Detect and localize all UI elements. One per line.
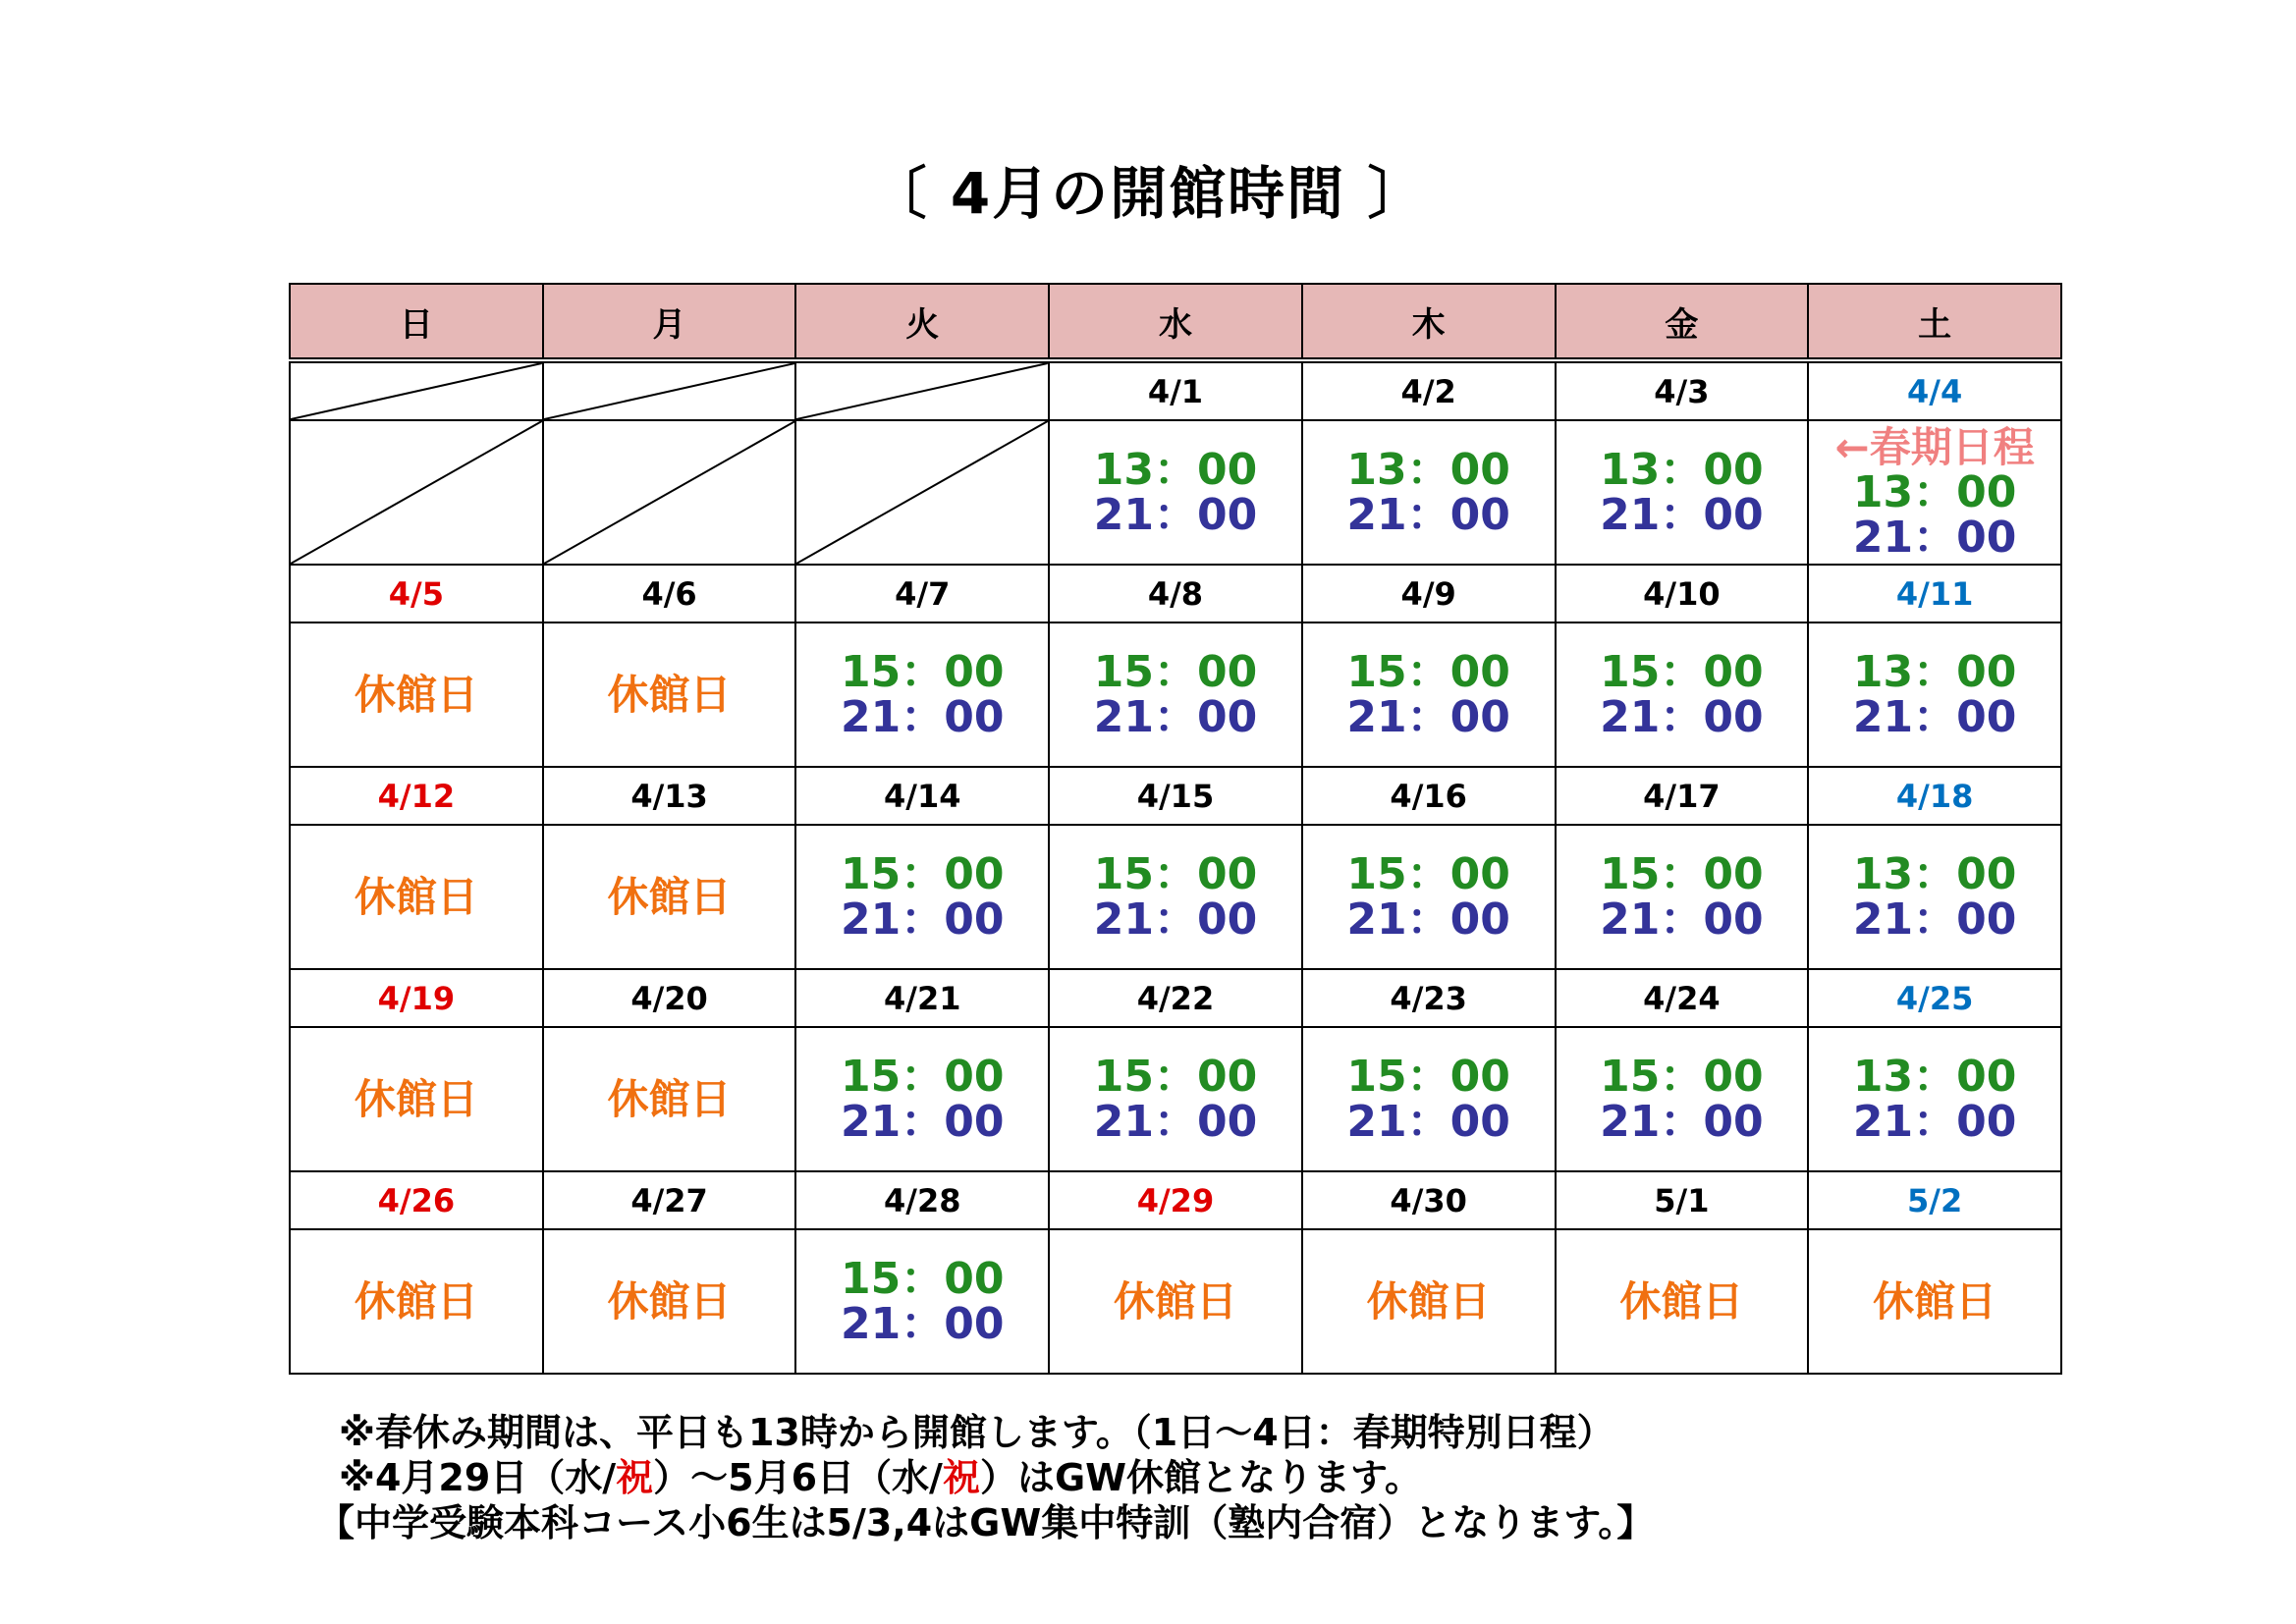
close-time: 21：00 [1346,893,1510,945]
weekday-header: 木 [1302,284,1556,360]
close-time: 21：00 [1852,1096,2017,1147]
hours-cell [1049,420,1302,565]
date-cell: 4/12 [290,767,543,825]
hours-cell [1808,825,2061,969]
hours-cell [543,1027,796,1171]
date-cell: 4/2 [1302,360,1556,420]
hours-cell [1808,1027,2061,1171]
hours-cell [795,1027,1049,1171]
hours-cell [1556,623,1809,767]
date-cell: 4/6 [543,565,796,623]
close-time: 21：00 [841,691,1005,742]
open-time: 13：00 [1600,444,1764,495]
closed-label: 休館日 [607,670,732,719]
date-row [290,360,2061,420]
date-cell: 4/22 [1049,969,1302,1027]
open-time: 13：00 [1852,466,2017,517]
date-cell: 4/19 [290,969,543,1027]
hours-cell [1808,420,2061,565]
date-cell [290,360,543,420]
weekday-header-row [290,284,2061,360]
closed-label: 休館日 [607,1276,732,1326]
diagonal-slash [291,363,542,419]
close-time: 21：00 [841,893,1005,945]
date-row [290,969,2061,1027]
date-cell: 4/24 [1556,969,1809,1027]
date-cell: 4/10 [1556,565,1809,623]
open-time: 15：00 [841,1051,1005,1102]
slash-line [291,421,542,564]
close-time: 21：00 [841,1298,1005,1349]
weekday-header: 月 [543,284,796,360]
close-time: 21：00 [1600,893,1764,945]
closed-label: 休館日 [1873,1276,1997,1326]
hours-cell [795,1229,1049,1374]
note-text: ）～5月6日（水/ [653,1456,943,1499]
holiday-mark: 祝 [942,1456,980,1499]
open-time: 13：00 [1852,646,2017,697]
date-cell: 4/29 [1049,1171,1302,1229]
date-cell: 4/11 [1808,565,2061,623]
closed-label: 休館日 [354,1276,478,1326]
diagonal-slash [291,421,542,564]
diagonal-slash [544,421,795,564]
blank-cell [543,420,796,565]
diagonal-slash [544,363,795,419]
date-cell: 4/13 [543,767,796,825]
blank-cell [290,420,543,565]
open-time: 15：00 [1600,1051,1764,1102]
diagonal-slash [796,363,1048,419]
note-text: ※4月29日（水/ [339,1456,617,1499]
date-cell: 4/21 [795,969,1049,1027]
open-time: 13：00 [1852,848,2017,899]
weekday-header: 金 [1556,284,1809,360]
date-cell: 4/27 [543,1171,796,1229]
diagonal-slash [796,421,1048,564]
weekday-header: 日 [290,284,543,360]
page-title: 〔 4月の開館時間 〕 [869,160,1427,227]
date-cell: 4/30 [1302,1171,1556,1229]
hours-cell [795,623,1049,767]
close-time: 21：00 [1852,893,2017,945]
date-cell: 4/4 [1808,360,2061,420]
hours-cell [1556,825,1809,969]
open-time: 15：00 [1600,848,1764,899]
slash-line [796,421,1048,564]
closed-label: 休館日 [1113,1276,1237,1326]
date-cell: 4/3 [1556,360,1809,420]
hours-cell [1049,825,1302,969]
hours-cell [290,825,543,969]
open-time: 15：00 [1346,1051,1510,1102]
weekday-header: 火 [795,284,1049,360]
closed-label: 休館日 [607,1074,732,1123]
open-time: 15：00 [841,848,1005,899]
open-time: 15：00 [841,646,1005,697]
weekday-header: 水 [1049,284,1302,360]
hours-row [290,1229,2061,1374]
date-cell: 5/1 [1556,1171,1809,1229]
open-time: 15：00 [1600,646,1764,697]
hours-cell [543,623,796,767]
close-time: 21：00 [1093,893,1258,945]
open-time: 15：00 [1093,646,1258,697]
hours-cell [1808,1229,2061,1374]
date-row [290,767,2061,825]
close-time: 21：00 [1093,1096,1258,1147]
closed-label: 休館日 [1366,1276,1491,1326]
note-line: 【中学受験本科コース小6生は5/3,4はGW集中特訓（塾内合宿）となります。】 [317,1501,1655,1544]
hours-row [290,623,2061,767]
hours-cell [1302,825,1556,969]
closed-label: 休館日 [354,670,478,719]
close-time: 21：00 [1852,691,2017,742]
note-line [339,1455,1654,1500]
close-time: 21：00 [841,1096,1005,1147]
date-cell: 4/26 [290,1171,543,1229]
schedule-note: ←春期日程 [1834,422,2035,471]
hours-cell [1049,623,1302,767]
close-time: 21：00 [1600,489,1764,540]
date-cell: 4/17 [1556,767,1809,825]
hours-cell [1049,1229,1302,1374]
date-cell: 4/14 [795,767,1049,825]
closed-label: 休館日 [354,1074,478,1123]
notes [317,1410,1655,1545]
note-line: ※春休み期間は、平日も13時から開館します。（1日～4日：春期特別日程） [339,1411,1614,1454]
hours-row [290,420,2061,565]
date-cell: 4/16 [1302,767,1556,825]
close-time: 21：00 [1346,691,1510,742]
date-cell: 4/15 [1049,767,1302,825]
weekday-header: 土 [1808,284,2061,360]
close-time: 21：00 [1600,1096,1764,1147]
date-cell [543,360,796,420]
closed-label: 休館日 [354,872,478,921]
open-time: 15：00 [1093,848,1258,899]
open-time: 15：00 [841,1253,1005,1304]
closed-label: 休館日 [1619,1276,1744,1326]
hours-cell [290,1229,543,1374]
note-text: ）はGW休館となります。 [979,1456,1423,1499]
close-time: 21：00 [1852,512,2017,563]
date-cell: 4/7 [795,565,1049,623]
open-time: 13：00 [1093,444,1258,495]
hours-cell [543,1229,796,1374]
open-time: 15：00 [1093,1051,1258,1102]
hours-cell [1556,420,1809,565]
date-cell: 4/5 [290,565,543,623]
open-time: 13：00 [1346,444,1510,495]
closed-label: 休館日 [607,872,732,921]
date-cell: 4/20 [543,969,796,1027]
hours-cell [290,1027,543,1171]
date-cell: 4/23 [1302,969,1556,1027]
hours-cell [1302,1229,1556,1374]
date-row [290,1171,2061,1229]
hours-cell [1302,623,1556,767]
hours-cell [543,825,796,969]
open-time: 15：00 [1346,848,1510,899]
date-cell: 4/8 [1049,565,1302,623]
calendar-table [289,283,2062,1375]
hours-cell [795,825,1049,969]
open-time: 13：00 [1852,1051,2017,1102]
slash-line [796,363,1048,419]
slash-line [544,363,795,419]
open-time: 15：00 [1346,646,1510,697]
date-cell: 4/9 [1302,565,1556,623]
slash-line [544,421,795,564]
hours-row [290,1027,2061,1171]
date-cell: 4/18 [1808,767,2061,825]
close-time: 21：00 [1600,691,1764,742]
date-cell: 5/2 [1808,1171,2061,1229]
date-cell: 4/25 [1808,969,2061,1027]
close-time: 21：00 [1093,489,1258,540]
hours-cell [1808,623,2061,767]
close-time: 21：00 [1093,691,1258,742]
close-time: 21：00 [1346,1096,1510,1147]
date-row [290,565,2061,623]
close-time: 21：00 [1346,489,1510,540]
blank-cell [795,420,1049,565]
hours-cell [1556,1027,1809,1171]
slash-line [291,363,542,419]
date-cell: 4/1 [1049,360,1302,420]
hours-cell [1049,1027,1302,1171]
date-cell: 4/28 [795,1171,1049,1229]
calendar-body [290,360,2061,1374]
hours-row [290,825,2061,969]
holiday-mark: 祝 [616,1456,654,1499]
hours-cell [1556,1229,1809,1374]
date-cell [795,360,1049,420]
hours-cell [290,623,543,767]
hours-cell [1302,1027,1556,1171]
hours-cell [1302,420,1556,565]
